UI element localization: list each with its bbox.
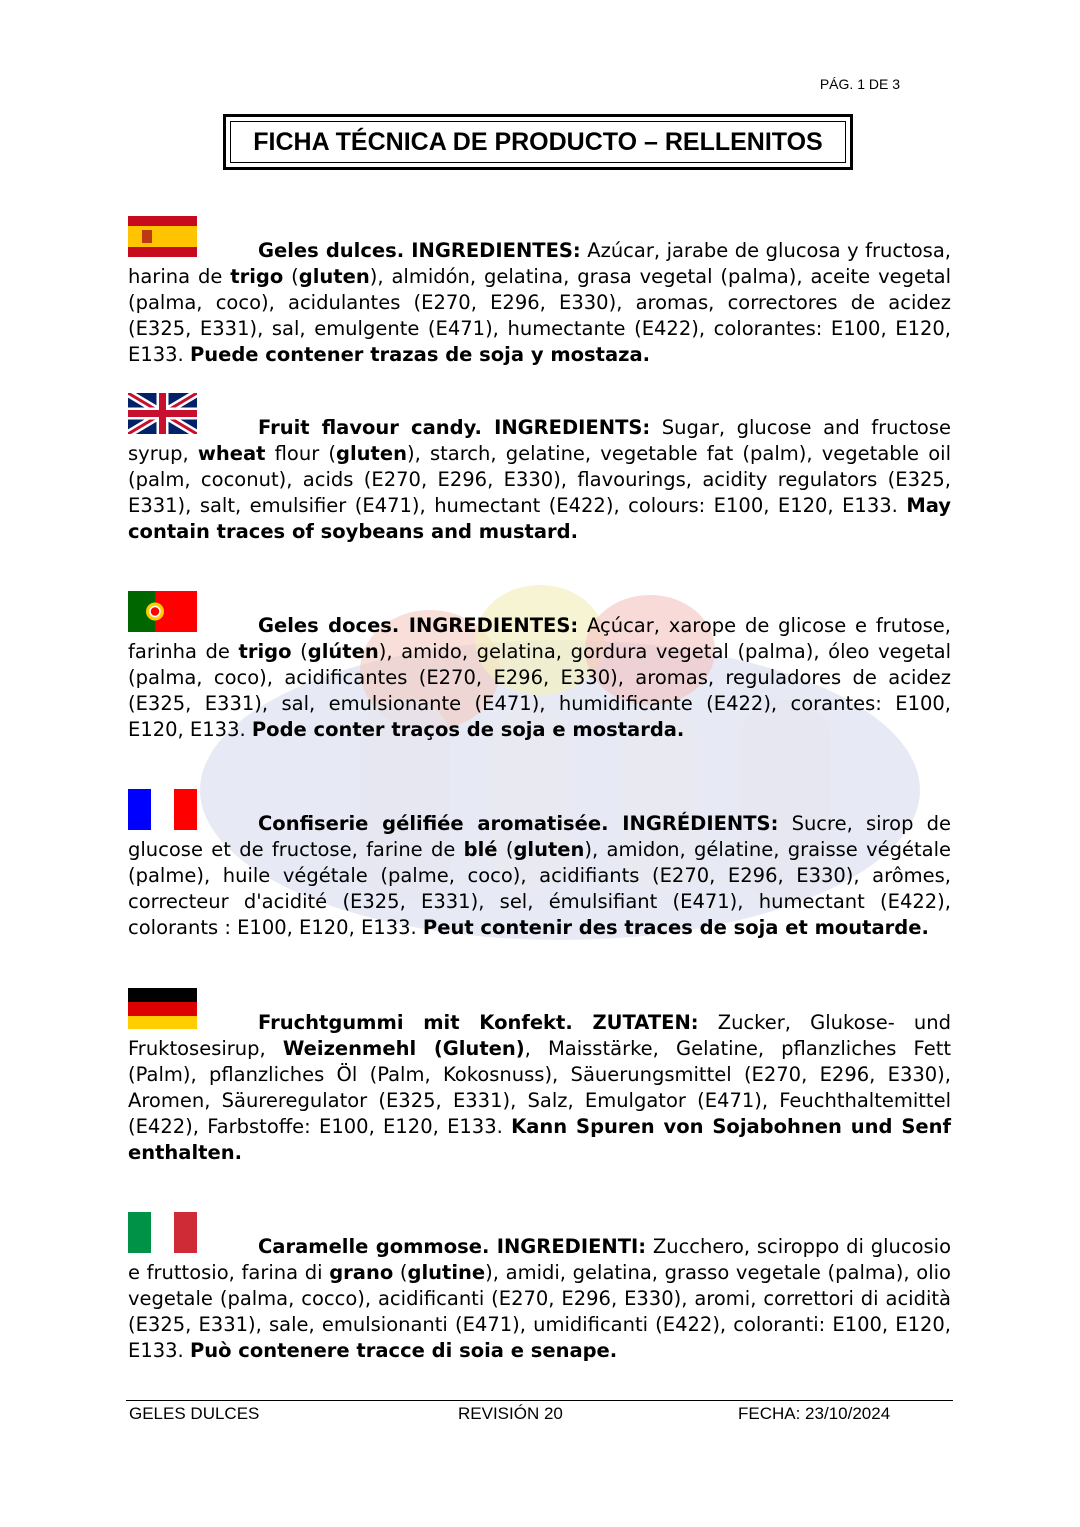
allergen-term: trigo [238,640,292,663]
italy-flag-icon [128,1212,197,1253]
germany-flag-icon [128,988,197,1029]
ingredients-text: ), amidi, gelatina, grasso vegetale (palma), olio vegetale (palma, cocco), acidificanti (E270, E296, E330), aromi, correttori di acidità (E325, E331), sale, emulsionanti (E471), umidificanti (E422), coloranti: E100, E120, E133. [128,1261,951,1362]
language-section-spain [128,216,951,368]
allergen-warning: Può contenere tracce di soia e senape. [189,1339,618,1362]
allergen-term: wheat [197,442,266,465]
allergen-term: gluten [513,838,585,861]
ingredients-text: Zucker, Glukose- und Fruktosesirup, [128,1011,951,1060]
footer-date: FECHA: 23/10/2024 [738,1404,891,1423]
allergen-warning: Pode conter traços de soja e mostarda. [251,718,685,741]
ingredients-paragraph [128,1010,951,1166]
footer-divider [126,1400,953,1401]
ingredients-paragraph [128,1234,951,1364]
allergen-term: glutine [407,1261,486,1284]
allergen-term: gluten [336,442,407,465]
ingredients-text: ), amido, gelatina, gordura vegetal (palma), óleo vegetal (palma, coco), acidificantes (E270, E296, E330), aromas, reguladores de acidez (E325, E331), sal, emulsionante (E471), humidificante (E422), corantes: E100, E120, E133. [128,640,951,741]
footer-revision: REVISIÓN 20 [458,1404,563,1423]
language-section-germany [128,988,951,1166]
ingredients-paragraph [128,613,951,743]
product-heading: Confiserie gélifiée aromatisée. INGRÉDIENTS: [258,812,779,835]
france-flag-icon [128,789,197,830]
allergen-term: grano [329,1261,394,1284]
ingredients-text: , Maisstärke, Gelatine, pflanzliches Fett (Palm), pflanzliches Öl (Palm, Kokosnuss), Säuerungsmittel (E270, E296, E330), Aromen, Säureregulator (E325, E331), Salz, Emulgator (E471), Feuchthaltemittel (E422), Farbstoffe: E100, E120, E133. [128,1037,951,1138]
ingredients-text: ( [393,1261,408,1284]
product-heading: Fruit flavour candy. INGREDIENTS: [258,416,651,439]
product-heading: Geles doces. INGREDIENTES: [258,614,579,637]
portugal-flag-icon [128,591,197,632]
ingredients-text: ( [291,640,308,663]
allergen-warning: Puede contener trazas de soja y mostaza. [189,343,651,366]
allergen-term: trigo [230,265,284,288]
allergen-warning: Peut contenir des traces de soja et moutarde. [422,916,929,939]
ingredients-text: Sugar, glucose and fructose syrup, [128,416,951,465]
product-heading: Fruchtgummi mit Konfekt. ZUTATEN: [258,1011,699,1034]
ingredients-text: Sucre, sirop de glucose et de fructose, farine de [128,812,951,861]
language-section-italy [128,1212,951,1364]
language-section-portugal [128,591,951,743]
language-section-france [128,789,951,941]
allergen-warning: Kann Spuren von Sojabohnen und Senf enthalten. [128,1115,951,1164]
ingredients-text: ), almidón, gelatina, grasa vegetal (palma), aceite vegetal (palma, coco), acidulantes (E270, E296, E330), aromas, correctores de acidez (E325, E331), sal, emulgente (E471), humectante (E422), colorantes: E100, E120, E133. [128,265,952,366]
allergen-term: blé [463,838,498,861]
ingredients-text: ), starch, gelatine, vegetable fat (palm), vegetable oil (palm, coconut), acids (E270, E296, E330), flavourings, acidity regulators (E325, E331), salt, emulsifier (E471), humectant (E422), colours: E100, E120, E133. [128,442,952,517]
spain-flag-icon [128,216,197,257]
ingredients-paragraph [128,238,951,368]
ingredients-text: Zucchero, sciroppo di glucosio e fruttosio, farina di [128,1235,952,1284]
allergen-term: Weizenmehl (Gluten) [282,1037,525,1060]
uk-flag-icon [128,393,197,434]
allergen-term: glúten [307,640,379,663]
document-title: FICHA TÉCNICA DE PRODUCTO – RELLENITOS [230,121,846,163]
ingredients-text: Açúcar, xarope de glicose e frutose, farinha de [128,614,951,663]
product-heading: Geles dulces. INGREDIENTES: [258,239,581,262]
ingredients-paragraph [128,415,951,545]
ingredients-text: ( [497,838,514,861]
page-number: PÁG. 1 DE 3 [819,76,900,92]
ingredients-text: ( [283,265,299,288]
ingredients-paragraph [128,811,951,941]
ingredients-text: Azúcar, jarabe de glucosa y fructosa, harina de [128,239,951,288]
product-heading: Caramelle gommose. INGREDIENTI: [258,1235,647,1258]
title-box [223,114,853,170]
allergen-warning: May contain traces of soybeans and mustard. [128,494,951,543]
allergen-term: gluten [298,265,370,288]
ingredients-text: ), amidon, gélatine, graisse végétale (palme), huile végétale (palme, coco), acidifiants (E270, E296, E330), arômes, correcteur d'acidité (E325, E331), sel, émulsifiant (E471), humectant (E422), colorants : E100, E120, E133. [128,838,951,939]
language-section-uk [128,393,951,545]
ingredients-text: flour ( [265,442,337,465]
footer-product: GELES DULCES [129,1404,260,1423]
